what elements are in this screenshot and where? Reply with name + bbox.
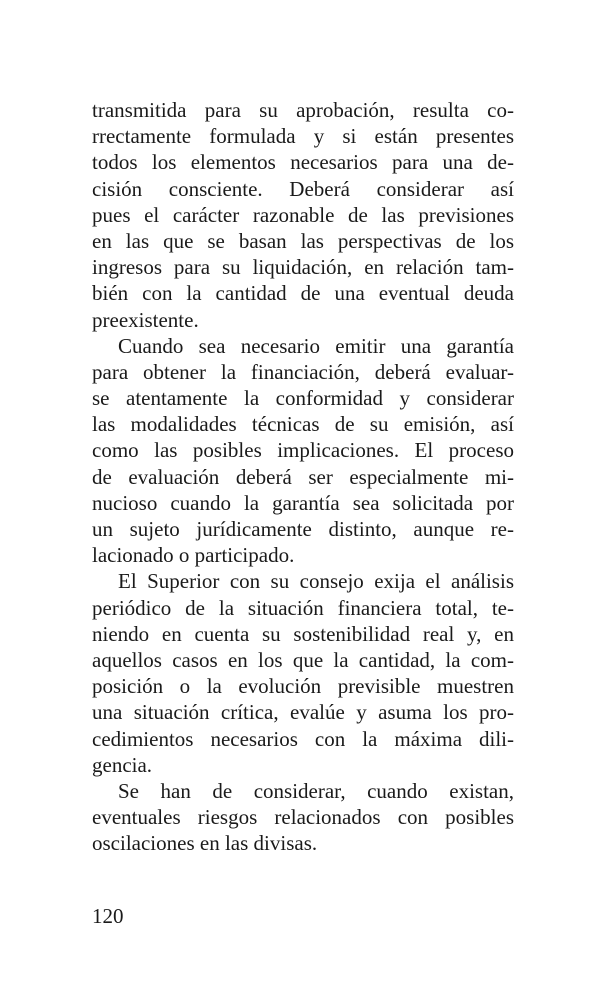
text-line: ingresos para su liquidación, en relación tam- [92,255,514,280]
text-line: bién con la cantidad de una eventual deuda [92,281,514,306]
text-line: lacionado o participado. [92,543,295,568]
text-line: rrectamente formulada y si están presentes [92,124,514,149]
text-line: Cuando sea necesario emitir una garantía [118,333,514,358]
paragraph-3 [92,568,514,778]
paragraph-1 [92,97,514,333]
text-line: gencia. [92,752,153,777]
text-line: aquellos casos en los que la cantidad, la com- [92,647,514,672]
text-line: preexistente. [92,307,199,332]
text-line: cisión consciente. Deberá considerar así [92,176,514,201]
text-line: eventuales riesgos relacionados con posibles [92,805,514,830]
text-line: un sujeto jurídicamente distinto, aunque re- [92,517,514,541]
text-line: una situación crítica, evalúe y asuma los pro- [92,700,514,725]
text-line: las modalidades técnicas de su emisión, así [92,412,514,437]
text-line: para obtener la financiación, deberá evaluar- [92,359,514,384]
text-line: en las que se basan las perspectivas de los [92,228,514,253]
page-body [92,97,514,856]
text-line: cedimientos necesarios con la máxima dili- [92,726,514,751]
text-line: niendo en cuenta su sostenibilidad real y, en [92,621,514,646]
text-line: posición o la evolución previsible muestren [92,674,514,699]
text-line: transmitida para su aprobación, resulta co- [92,98,514,122]
text-line: de evaluación deberá ser especialmente mi- [92,464,514,489]
text-line: periódico de la situación financiera total, te- [92,595,514,620]
text-line: Se han de considerar, cuando existan, [118,778,514,803]
text-line: como las posibles implicaciones. El proceso [92,438,514,463]
paragraph-2 [92,333,514,569]
text-line: pues el carácter razonable de las previsiones [92,202,514,227]
text-line: todos los elementos necesarios para una de- [92,150,514,175]
paragraph-4 [92,778,514,857]
text-line: se atentamente la conformidad y considerar [92,386,514,411]
text-line: nucioso cuando la garantía sea solicitada por [92,490,514,515]
text-line: oscilaciones en las divisas. [92,831,318,856]
text-line: El Superior con su consejo exija el análisis [118,569,514,594]
page-number: 120 [92,904,124,928]
